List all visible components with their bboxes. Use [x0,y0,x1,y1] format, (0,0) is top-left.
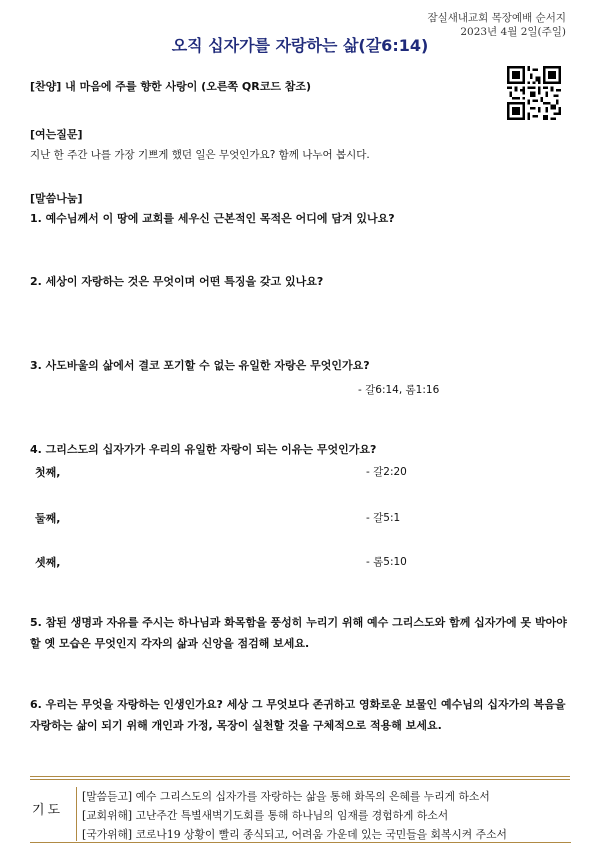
sharing-heading: [말씀나눔] [30,192,83,205]
praise-line: [찬양] 내 마음에 주를 향한 사랑이 (오른쪽 QR코드 참조) [30,80,312,93]
header-church: 잠실새내교회 목장예배 순서지 [427,12,566,24]
prayer-item: [말씀듣고] 예수 그리스도의 십자가를 자랑하는 삶을 통해 화목의 은혜를 누리게 하소서 [82,790,490,803]
question-3: 3. 사도바울의 삶에서 결코 포기할 수 없는 유일한 자랑은 무엇인가요? [30,359,370,372]
question-4: 4. 그리스도의 십자가가 우리의 유일한 자랑이 되는 이유는 무엇인가요? [30,443,377,456]
question-3-ref: - 갈6:14, 롬1:16 [358,384,440,396]
q4-item-label: 첫째, [35,466,61,479]
page-title: 오직 십자가를 자랑하는 삶(갈6:14) [171,36,429,55]
q4-item-ref: - 갈5:1 [366,512,401,524]
prayer-divider [76,787,77,841]
q4-item-ref: - 갈2:20 [366,466,407,478]
prayer-item: [교회위해] 고난주간 특별새벽기도회를 통해 하나님의 임재를 경험하게 하소서 [82,809,449,822]
opening-heading: [여는질문] [30,128,83,141]
prayer-item: [국가위해] 코로나19 상황이 빨리 종식되고, 어려움 가운데 있는 국민들을 회복시켜 주소서 [82,828,507,841]
header-date: 2023년 4월 2일(주일) [460,26,566,38]
qr-code-icon[interactable] [507,66,561,120]
q4-item-label: 셋째, [35,556,61,569]
prayer-top-rule [30,776,570,777]
question-2: 2. 세상이 자랑하는 것은 무엇이며 어떤 특징을 갖고 있나요? [30,275,324,288]
q4-item-ref: - 롬5:10 [366,556,407,568]
question-6: 6. 우리는 무엇을 자랑하는 인생인가요? 세상 그 무엇보다 존귀하고 영화로운 보물인 예수님의 십자가의 복음을 자랑하는 삶이 되기 위해 개인과 가정, 목장이 실천할 것을 구체적으로 적용해 보세요. [30,698,566,732]
opening-text: 지난 한 주간 나를 가장 기쁘게 했던 일은 무엇인가요? 함께 나누어 봅시다. [30,149,370,161]
prayer-top-rule-inner [30,779,570,780]
q4-item-label: 둘째, [35,512,61,525]
prayer-label: 기도 [32,803,64,818]
question-1: 1. 예수님께서 이 땅에 교회를 세우신 근본적인 목적은 어디에 담겨 있나요? [30,212,395,225]
question-5: 5. 참된 생명과 자유를 주시는 하나님과 화목함을 풍성히 누리기 위해 예수 그리스도와 함께 십자가에 못 박아야 할 옛 모습은 무엇인지 각자의 삶과 신앙을 점검해 보세요. [30,616,567,650]
